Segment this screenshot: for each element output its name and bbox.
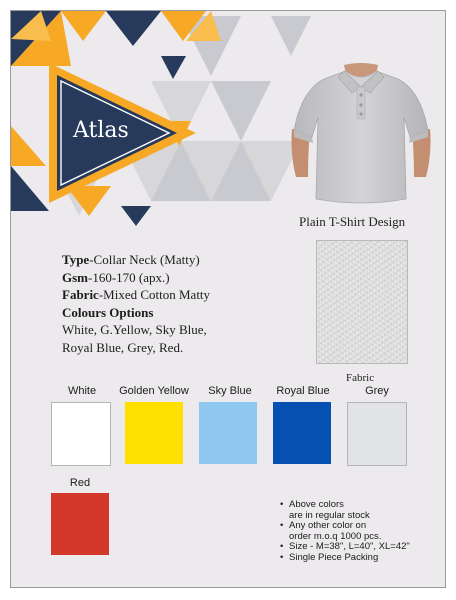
color-swatch-red bbox=[51, 493, 109, 555]
note-item: • Size - M=38", L=40", XL=42" bbox=[280, 541, 410, 552]
color-swatch-sky-blue bbox=[199, 402, 257, 464]
spec-type bbox=[62, 251, 292, 269]
bullet-icon: • bbox=[280, 541, 284, 552]
spec-colours-line-1: White, G.Yellow, Sky Blue, bbox=[62, 322, 207, 337]
spec-colours-heading: Colours Options bbox=[62, 304, 154, 320]
color-swatch-royal-blue bbox=[273, 402, 331, 464]
spec-fabric bbox=[62, 286, 292, 304]
bullet-icon: • bbox=[280, 520, 284, 531]
color-label-golden-yellow: Golden Yellow bbox=[119, 385, 189, 397]
spec-list bbox=[62, 251, 292, 356]
notes-list bbox=[279, 500, 446, 563]
polo-shirt-image bbox=[286, 59, 436, 209]
spec-type-value: -Collar Neck (Matty) bbox=[89, 252, 200, 267]
product-sheet bbox=[10, 10, 446, 588]
color-swatch-white bbox=[51, 402, 111, 466]
color-swatch-grey bbox=[347, 402, 407, 466]
bullet-icon: • bbox=[280, 499, 284, 510]
brand-logo-text: Atlas bbox=[73, 118, 129, 143]
color-swatch-golden-yellow bbox=[125, 402, 183, 464]
color-label-royal-blue: Royal Blue bbox=[276, 385, 330, 397]
color-label-grey: Grey bbox=[365, 385, 389, 397]
fabric-caption: Fabric bbox=[346, 372, 375, 384]
spec-gsm bbox=[62, 269, 292, 287]
bullet-icon: • bbox=[280, 551, 284, 563]
spec-type-label: Type bbox=[62, 252, 90, 267]
spec-colours-line-2: Royal Blue, Grey, Red. bbox=[62, 339, 184, 355]
note-item: • Single Piece Packing bbox=[280, 551, 379, 563]
fabric-texture-image bbox=[316, 240, 408, 364]
color-label-sky-blue: Sky Blue bbox=[208, 385, 252, 397]
note-item: • Any other color on order m.o.q 1000 pcs. bbox=[280, 520, 382, 542]
color-label-white: White bbox=[67, 385, 97, 397]
design-caption: Plain T-Shirt Design bbox=[299, 214, 406, 229]
spec-fabric-label: Fabric bbox=[62, 287, 99, 302]
note-item: • Above colors are in regular stock bbox=[280, 499, 370, 521]
spec-gsm-value: -160-170 (apx.) bbox=[88, 269, 170, 285]
color-label-red: Red bbox=[69, 477, 91, 489]
spec-fabric-value: -Mixed Cotton Matty bbox=[98, 287, 211, 302]
spec-gsm-label: Gsm bbox=[62, 269, 88, 285]
